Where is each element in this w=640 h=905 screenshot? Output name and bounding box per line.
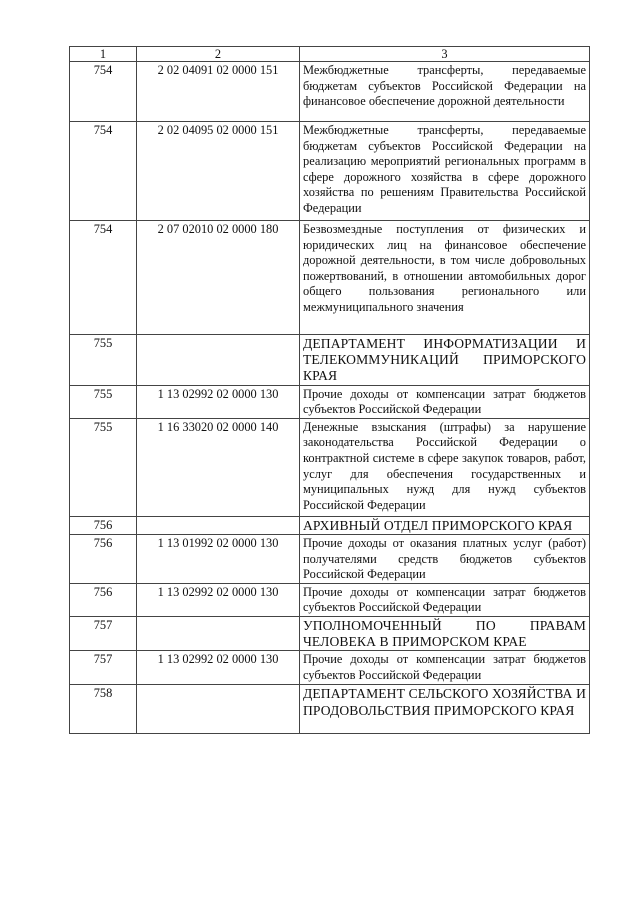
column-header-1: 1 [70,47,137,62]
department-name-cell: УПОЛНОМОЧЕННЫЙ ПО ПРАВАМ ЧЕЛОВЕКА В ПРИМОРСКОМ КРАЕ [300,616,590,650]
table-header-row [70,47,590,62]
revenue-description-cell: Межбюджетные трансферты, передаваемые бюджетам субъектов Российской Федерации на финансовое обеспечение дорожной деятельности [300,62,590,122]
revenue-description-cell: Безвозмездные поступления от физических и юридических лиц на финансовое обеспечение дорожной деятельности, в том числе добровольных пожертвований, в отношении автомобильных дорог общего пользования регионального или межмуниципального значения [300,221,590,335]
department-name-cell: ДЕПАРТАМЕНТ ИНФОРМАТИЗАЦИИ И ТЕЛЕКОММУНИКАЦИЙ ПРИМОРСКОГО КРАЯ [300,335,590,386]
administrator-code-cell: 756 [70,583,137,616]
administrator-code-cell: 754 [70,221,137,335]
budget-classification-code-cell: 2 02 04095 02 0000 151 [137,122,300,221]
budget-classification-code-cell: 1 13 02992 02 0000 130 [137,385,300,418]
table-row [70,221,590,335]
administrator-code-cell: 756 [70,535,137,584]
budget-classification-code-cell: 1 13 02992 02 0000 130 [137,651,300,685]
document-page [69,46,589,734]
column-header-3: 3 [300,47,590,62]
table-row [70,122,590,221]
table-row [70,62,590,122]
budget-classification-code-cell [137,335,300,386]
table-row [70,385,590,418]
administrator-code-cell: 755 [70,385,137,418]
administrator-code-cell: 757 [70,651,137,685]
budget-classification-code-cell: 1 13 02992 02 0000 130 [137,583,300,616]
administrator-code-cell: 755 [70,335,137,386]
department-name-cell: ДЕПАРТАМЕНТ СЕЛЬСКОГО ХОЗЯЙСТВА И ПРОДОВОЛЬСТВИЯ ПРИМОРСКОГО КРАЯ [300,685,590,734]
department-row [70,516,590,534]
department-name-cell: АРХИВНЫЙ ОТДЕЛ ПРИМОРСКОГО КРАЯ [300,516,590,534]
administrator-code-cell: 758 [70,685,137,734]
department-row [70,335,590,386]
budget-classification-code-cell: 2 07 02010 02 0000 180 [137,221,300,335]
administrator-code-cell: 755 [70,418,137,516]
budget-classification-code-cell [137,616,300,650]
revenue-description-cell: Прочие доходы от компенсации затрат бюджетов субъектов Российской Федерации [300,385,590,418]
revenue-code-table [69,46,590,734]
budget-classification-code-cell: 1 16 33020 02 0000 140 [137,418,300,516]
department-row [70,616,590,650]
table-row [70,651,590,685]
administrator-code-cell: 754 [70,122,137,221]
budget-classification-code-cell: 1 13 01992 02 0000 130 [137,535,300,584]
budget-classification-code-cell [137,685,300,734]
department-row [70,685,590,734]
revenue-description-cell: Межбюджетные трансферты, передаваемые бюджетам субъектов Российской Федерации на реализацию мероприятий региональных программ в сфере дорожного хозяйства в сфере дорожного хозяйства по решениям Правительства Российской Федерации [300,122,590,221]
revenue-description-cell: Прочие доходы от компенсации затрат бюджетов субъектов Российской Федерации [300,651,590,685]
table-row [70,583,590,616]
administrator-code-cell: 757 [70,616,137,650]
revenue-description-cell: Прочие доходы от оказания платных услуг (работ) получателями средств бюджетов субъектов Российской Федерации [300,535,590,584]
revenue-description-cell: Прочие доходы от компенсации затрат бюджетов субъектов Российской Федерации [300,583,590,616]
administrator-code-cell: 754 [70,62,137,122]
table-row [70,535,590,584]
budget-classification-code-cell: 2 02 04091 02 0000 151 [137,62,300,122]
column-header-2: 2 [137,47,300,62]
revenue-description-cell: Денежные взыскания (штрафы) за нарушение законодательства Российской Федерации о контрактной системе в сфере закупок товаров, работ, услуг для обеспечения государственных и муниципальных нужд для нужд субъектов Российской Федерации [300,418,590,516]
budget-classification-code-cell [137,516,300,534]
table-row [70,418,590,516]
administrator-code-cell: 756 [70,516,137,534]
